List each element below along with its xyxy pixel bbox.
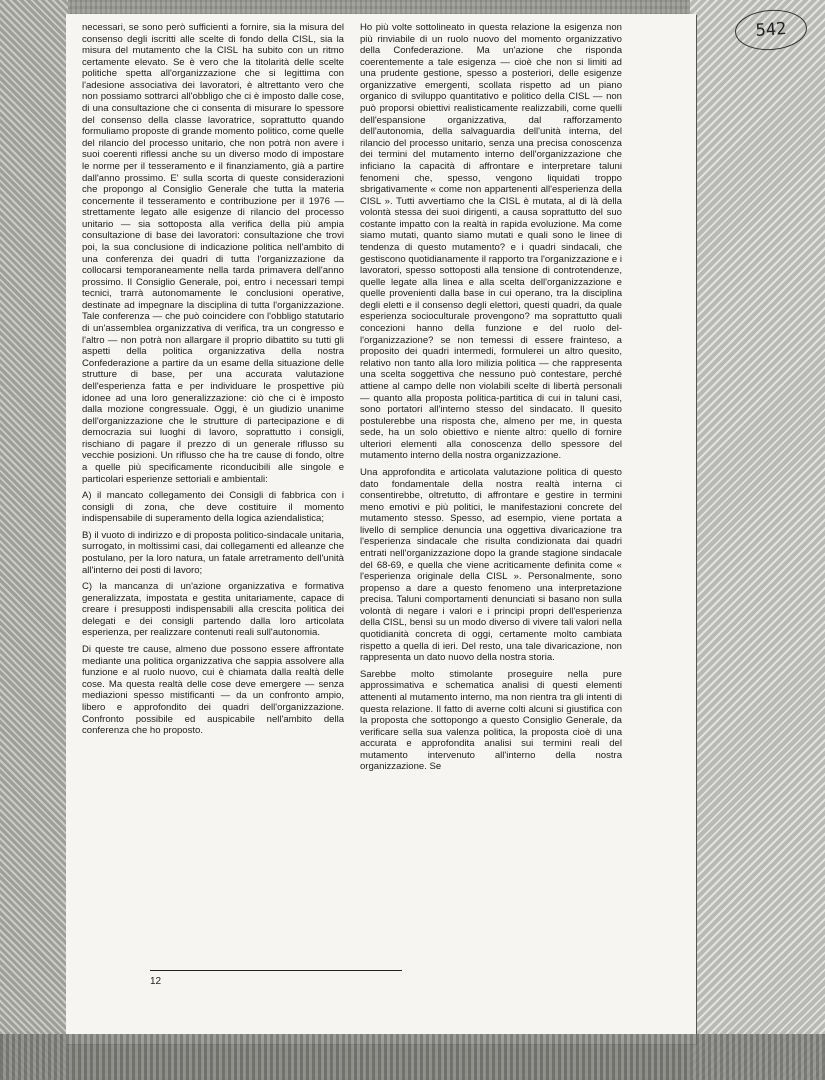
paragraph: necessari, se sono però sufficienti a fornire, sia la misura del consenso degli iscritti alle scelte di fondo della CISL, sia la misura del mutamento che la CISL ha subito con un ritmo certamente elevato. Se è vero che la titolarità delle scelte politiche spetta all'organizzazione che si legittima con l'adesione associativa dei lavoratori, è altrettanto vero che non possiamo sottrarci all'obbligo che ci è imposto dalle cose, di una consultazione che ci consenta di misurare lo spessore del consenso della classe lavoratrice, soprattutto quando formuliamo proposte di grande momento politico, come quelle del rilancio del processo unitario, che non potrà non avere i suoi coerenti riflessi anche su un diverso modo di impostare le norme per il tesseramento e il finanziamento, già a partire dall'anno prossimo. E' sulla scorta di queste considerazioni che propongo al Consiglio Generale che tutta la materia concernente il tesseramento e contribuzione per il 1976 — strettamente legato alle esigenze di rilancio del processo unitario — sia sottoposta alla verifica della più ampia consultazione di base dei lavoratori: consultazione che trovi poi, la sua conclusione di indicazione politica nell'ambito di una conferenza dei quadri di tutta l'organizzazione da collocarsi temporaneamente nella tarda primavera dell'anno prossimo. Il Consiglio Generale, poi, entro i necessari tempi tecnici, trarrà autonomamente le conclusioni operative, destinate ad impegnare la disciplina di tutta l'organizzazione. Tale conferenza — che può coincidere con l'obbligo statutario di un'assemblea organizzativa di verifica, tra un congresso e l'altro — non potrà non allargare il proprio dibattito su tutti gli aspetti della politica organizzativa della nostra Confederazione a partire da un esame della situazione delle strutture di base, per una accurata valutazione dell'esperienza fatta e per individuare le prospettive più idonee ad una loro generalizzazione: ciò che ci è imposto dalla mozione congressuale. Oggi, è un giudizio unanime dell'organizzazione che le strutture di partecipazione e di democrazia sui luoghi di lavoro, soprattutto i consigli, rischiano di pagare il prezzo di un generale riflusso su vecchie posizioni. Un riflusso che ha tre cause di fondo, oltre a quelle più specificamente riconducibili alle singole e particolari esperienze settoriali e ambientali:: [82, 22, 344, 485]
footer-divider: [150, 970, 402, 971]
archive-stamp-number: 542: [754, 18, 788, 42]
right-text-column: [360, 22, 622, 773]
paragraph: C) la mancanza di un'azione organizzativa e formativa generalizzata, impostata e gestita unitariamente, capace di creare i presupposti indispensabili alla crescita politica dei delegati e dei consigli partendo dalla loro articolata esperienza, per realizzare contenuti reali sull'autonomia.: [82, 581, 344, 639]
page-number: 12: [150, 976, 162, 987]
paragraph: A) il mancato collegamento dei Consigli di fabbrica con i consigli di zona, che deve costituire il momento indispensabile di superamento della logica aziendalistica;: [82, 490, 344, 525]
paragraph: Ho più volte sottolineato in questa relazione la esigenza non più rinviabile di un ruolo nuovo del momento organizzativo della Confederazione. Ma un'azione che risponda coerentemente a tale esigenza — cioè che non si limiti ad una prudente gestione, spesso a posteriori, delle esigenze organizzative emergenti, scollata rispetto ad un piano organico di sviluppo quantitativo e politico della CISL — non può proporsi obiettivi realisticamente realizzabili, come quelli dell'espansione organizzativa, dal rafforzamento dell'autonomia, della salvaguardia dell'unità interna, del rilancio del processo unitario, senza una precisa conoscenza dei termini del mutamento interno dell'organizzazione che inficiano la capacità di affrontare e interpretare taluni fenomeni che, spesso, vengono liquidati troppo sbrigativamente « come non appartenenti all'esperienza della CISL ». Tutti avvertiamo che la CISL è mutata, al di là della volontà stessa dei suoi dirigenti, a causa soprattutto del suo costante impatto con la realtà in rapida evoluzione. Ma come siamo mutati, quanto siamo mutati e quali sono le linee di tendenza di questo mutamento? e i quadri sindacali, che gestiscono quotidianamente il rapporto tra l'organizzazione e i lavoratori, spesso sottoposti alla tensione di controtendenze, quelle legate alla linea e alla scelta dell'organizzazione e quelle provenienti dalla base in cui operano, tra la disciplina degli eletti e il consenso degli elettori, questi quadri, da quale esperienza socioculturale provengono? ma soprattutto quali concezioni hanno della funzione e del ruolo del-l'organizzazione? se non temessi di essere frainteso, a proposito dei quadri intermedi, formulerei un altro quesito, relativo non tanto alla loro milizia politica — che rappresenta una scelta soggettiva che nessuno può contestare, perché attiene al campo delle non violabili scelte di libertà personali — quanto alla proposta politica-partitica di cui in taluni casi, sono portatori all'interno stesso del sindacato. Il quesito postulerebbe una risposta che, almeno per me, in questa sede, ha un solo obiettivo e niente altro: quello di fornire ulteriori elementi alla conoscenza dello spessore del mutamento interno della nostra organizzazione.: [360, 22, 622, 462]
paragraph: B) il vuoto di indirizzo e di proposta politico-sindacale unitaria, surrogato, in moltissimi casi, dai collegamenti ed alleanze che postulano, per la loro natura, un fatale arretramento dell'unità all'interno dei posti di lavoro;: [82, 529, 344, 576]
left-text-column: [82, 22, 344, 737]
paragraph: Sarebbe molto stimolante proseguire nella pure approssimativa e schematica analisi di questi elementi attenenti al mutamento interno, ma non rientra tra gli intenti di questa relazione. Il fatto di averne colti alcuni si giustifica con la proposta che sottopongo a questo Consiglio Generale, da verificare sella sua valenza politica, la proposta cioè di una accurata e approfondita analisi sui termini reali del mutamento intervenuto all'interno della nostra organizzazione. Se: [360, 668, 622, 773]
right-scan-margin: [690, 0, 825, 1080]
bottom-scan-band: [0, 1034, 825, 1080]
paragraph: Di queste tre cause, almeno due possono essere affrontate mediante una politica organizzativa che sappia assolvere alla funzione e al ruolo nuovo, cui è chiamata dalla realtà delle cose. Ma questa realtà delle cose deve emergere — senza mediazioni spesso mistificanti — da un confronto ampio, libero e approfondito dei quadri dell'organizzazione. Confronto possibile ed auspicabile nell'ambito della conferenza che ho proposto.: [82, 644, 344, 737]
left-scan-margin: [0, 0, 68, 1080]
paragraph: Una approfondita e articolata valutazione politica di questo dato fondamentale della nostra realtà interna ci consentirebbe, oltretutto, di affrontare e gestire in termini meno emotivi e più politici, le manifestazioni concrete del mutamento stesso. Spesso, ad esempio, viene portata a livello di semplice denuncia una oggettiva divaricazione tra l'esperienza sindacale che risulta condizionata dai quadri entrati nell'organizzazione dopo la grande stagione sindacale del 68-69, e quella che viene acriticamente definita come « l'esperienza originale della CISL ». Personalmente, sono propenso a dare a questo fenomeno una interpretazione precisa. Taluni comportamenti denunciati si basano non sulla volontà di negare i valori e i principi propri dell'esperienza della CISL, bensì su un modo diverso di vivere tali valori nella quotidianità concreta di oggi, certamente molto cambiata rispetto a quella di ieri. Del resto, una tale divaricazione, non rappresenta un dato nuovo della nostra storia.: [360, 466, 622, 664]
